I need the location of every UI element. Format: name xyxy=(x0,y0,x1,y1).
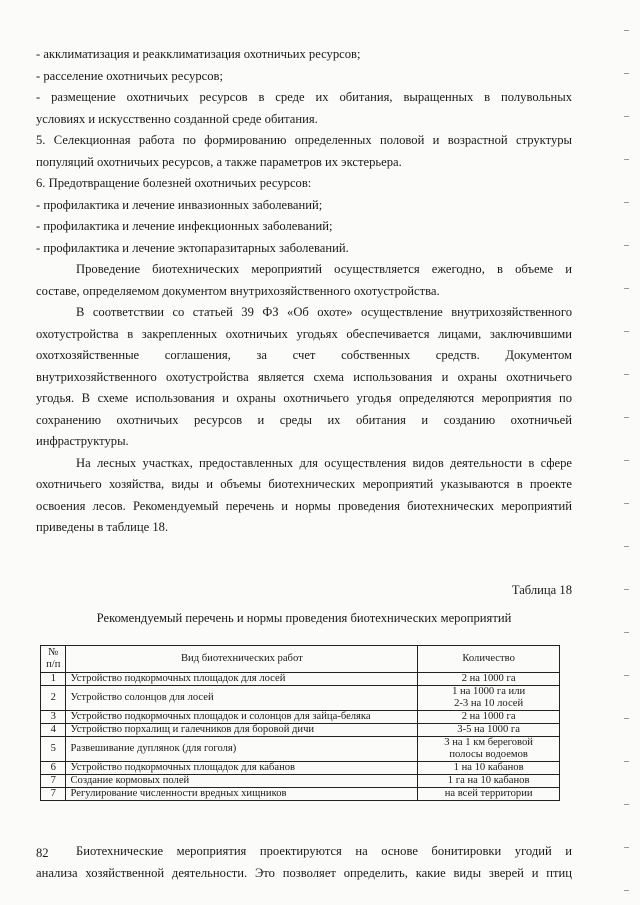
edge-tick xyxy=(624,417,629,418)
row-num: 1 xyxy=(41,673,66,686)
qty-line: 2 на 1000 га xyxy=(461,711,516,722)
table-body xyxy=(41,673,560,801)
header-num-line2: п/п xyxy=(46,659,61,670)
header-qty: Количество xyxy=(418,646,560,673)
row-num: 3 xyxy=(41,711,66,724)
row-work: Устройство подкормочных площадок для кабанов xyxy=(66,762,418,775)
text-line: популяций охотничьих ресурсов, а также параметров их экстерьера. xyxy=(36,154,402,169)
row-num: 2 xyxy=(41,686,66,711)
table-row xyxy=(41,724,560,737)
text-line: 5. Селекционная работа по формированию определенных половой и возрастной структуры xyxy=(36,133,572,147)
text-line: На лесных участках, предоставленных для осуществления видов деятельности в сфере xyxy=(76,455,572,470)
qty-line: 2 на 1000 га xyxy=(461,673,516,684)
text-line: инфраструктуры. xyxy=(36,434,129,448)
edge-tick xyxy=(624,847,629,848)
edge-tick xyxy=(624,159,629,160)
header-num-line1: № xyxy=(48,647,59,658)
header-num xyxy=(41,646,66,673)
qty-line: 2-3 на 10 лосей xyxy=(454,698,524,709)
text-line: внутрихозяйственного охотустройства является схема использования и охраны охотничьего xyxy=(36,369,572,384)
row-qty xyxy=(418,737,560,762)
page-number: 82 xyxy=(36,846,49,860)
qty-line: 1 на 10 кабанов xyxy=(453,762,524,773)
table-row xyxy=(41,788,560,801)
row-qty xyxy=(418,775,560,788)
row-qty xyxy=(418,724,560,737)
edge-tick xyxy=(624,288,629,289)
edge-tick xyxy=(624,73,629,74)
row-qty xyxy=(418,762,560,775)
edge-tick xyxy=(624,374,629,375)
table-row xyxy=(41,673,560,686)
row-qty xyxy=(418,673,560,686)
edge-tick xyxy=(624,116,629,117)
scan-edge-marks xyxy=(624,0,630,905)
tail-text xyxy=(36,841,572,884)
qty-line: на всей территории xyxy=(444,788,533,799)
row-num: 7 xyxy=(41,775,66,788)
text-line: - профилактика и лечение инфекционных заболеваний; xyxy=(36,219,333,233)
row-qty xyxy=(418,711,560,724)
table-caption: Рекомендуемый перечень и нормы проведения биотехнических мероприятий xyxy=(96,611,512,625)
text-line: - профилактика и лечение эктопаразитарных заболеваний. xyxy=(36,240,349,255)
text-line: охотустройства в закрепленных охотничьих угодьях обеспечивается лицами, заключившими xyxy=(36,326,572,341)
table-row xyxy=(41,686,560,711)
qty-line: 1 на 1000 га или xyxy=(452,686,526,697)
text-line: угодья. В схеме использования и охраны охотничьего угодья определяются мероприятия по xyxy=(36,391,572,405)
edge-tick xyxy=(624,632,629,633)
edge-tick xyxy=(624,460,629,461)
text-line: - расселение охотничьих ресурсов; xyxy=(36,68,223,83)
edge-tick xyxy=(624,761,629,762)
edge-tick xyxy=(624,589,629,590)
text-line: Биотехнические мероприятия проектируются на основе бонитировки угодий и xyxy=(76,844,572,858)
edge-tick xyxy=(624,804,629,805)
text-line: Проведение биотехнических мероприятий осуществляется ежегодно, в объеме и xyxy=(76,262,572,276)
edge-tick xyxy=(624,202,629,203)
text-line: сохранению охотничьих ресурсов и среды их обитания и созданию охотничьей xyxy=(36,412,572,427)
row-work: Регулирование численности вредных хищников xyxy=(66,788,418,801)
table-row xyxy=(41,775,560,788)
row-qty xyxy=(418,788,560,801)
text-line: - профилактика и лечение инвазионных заболеваний; xyxy=(36,197,323,212)
edge-tick xyxy=(624,546,629,547)
edge-tick xyxy=(624,718,629,719)
table-row xyxy=(41,711,560,724)
text-line: приведены в таблице 18. xyxy=(36,520,169,534)
edge-tick xyxy=(624,675,629,676)
edge-tick xyxy=(624,245,629,246)
qty-line: 3-5 на 1000 га xyxy=(457,724,520,735)
qty-line: полосы водоемов xyxy=(449,749,528,760)
text-line: условиях и искусственно созданной среде обитания. xyxy=(36,111,318,126)
row-work: Устройство подкормочных площадок и солонцов для зайца-беляка xyxy=(66,711,418,724)
text-line: охотхозяйственные соглашения, за счет собственных средств. Документом xyxy=(36,348,572,362)
row-work: Развешивание дуплянок (для гоголя) xyxy=(66,737,418,762)
table-row xyxy=(41,737,560,762)
header-work: Вид биотехнических работ xyxy=(66,646,418,673)
qty-line: 1 га на 10 кабанов xyxy=(447,775,530,786)
row-num: 7 xyxy=(41,788,66,801)
row-work: Устройство солонцов для лосей xyxy=(66,686,418,711)
edge-tick xyxy=(624,503,629,504)
text-line: охотничьего хозяйства, виды и объемы биотехнических мероприятий указываются в проекте xyxy=(36,477,572,491)
biotechnical-measures-table xyxy=(40,645,560,801)
text-line: 6. Предотвращение болезней охотничьих ресурсов: xyxy=(36,176,312,190)
row-work: Устройство подкормочных площадок для лосей xyxy=(66,673,418,686)
text-line: - акклиматизация и реакклиматизация охотничьих ресурсов; xyxy=(36,47,361,61)
table-label: Таблица 18 xyxy=(511,583,572,597)
body-text xyxy=(36,44,572,539)
text-line: - размещение охотничьих ресурсов в среде их обитания, выращенных в полувольных xyxy=(36,90,572,104)
row-num: 4 xyxy=(41,724,66,737)
edge-tick xyxy=(624,890,629,891)
table-row xyxy=(41,762,560,775)
text-line: анализа хозяйственной деятельности. Это позволяет определить, какие виды зверей и птиц xyxy=(36,865,572,880)
edge-tick xyxy=(624,30,629,31)
row-num: 6 xyxy=(41,762,66,775)
table-header-row xyxy=(41,646,560,673)
text-line: составе, определяемом документом внутрихозяйственного охотустройства. xyxy=(36,283,440,298)
row-work: Создание кормовых полей xyxy=(66,775,418,788)
row-work: Устройство порхалищ и галечников для боровой дичи xyxy=(66,724,418,737)
text-line: В соответствии со статьей 39 ФЗ «Об охоте» осуществление внутрихозяйственного xyxy=(76,305,572,319)
edge-tick xyxy=(624,331,629,332)
text-line: освоения лесов. Рекомендуемый перечень и нормы проведения биотехнических мероприятий xyxy=(36,498,572,513)
qty-line: 3 на 1 км береговой xyxy=(444,737,533,748)
row-qty xyxy=(418,686,560,711)
row-num: 5 xyxy=(41,737,66,762)
